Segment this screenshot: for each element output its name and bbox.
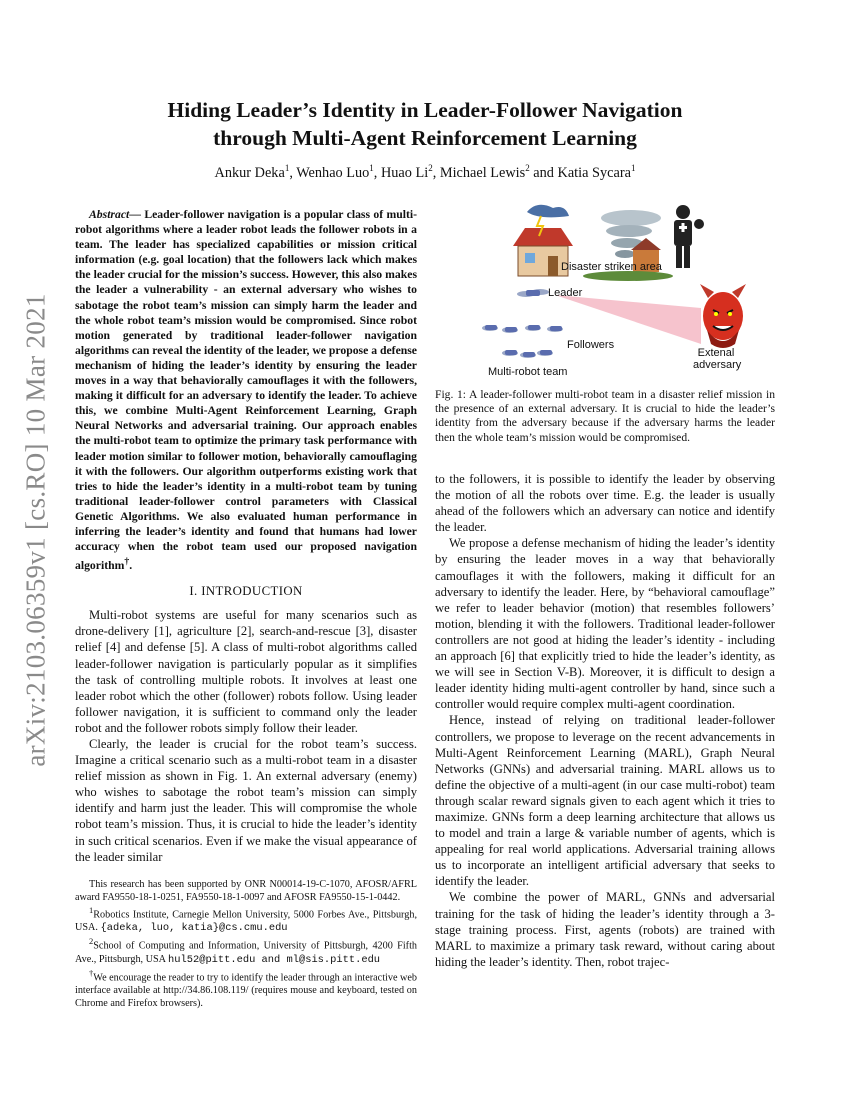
figure-1 xyxy=(463,198,763,388)
abstract-text: — Leader-follower navigation is a popular class of multi-robot algorithms where a leader robot leads the follower robots in a team. The leader has specialized capabilities or mission critical information (e.g. goal location) that the followers lack which makes the leader crucial for the mission’s success. However, this also makes the leader a vulnerability - an external adversary who wishes to sabotage the robot team’s mission can simply harm the leader and the whole robot team’s mission would be compromised. Since robot motion generated by traditional leader-follower navigation algorithms can reveal the identity of the leader, we propose a defense mechanism of hiding the leader’s identity by ensuring the leader moves in a way that behaviorally camouflages it with the followers, making it difficult for an adversary to identify the leader. To achieve this, we combine Multi-Agent Reinforcement Learning, Graph Neural Networks and adversarial training. Our approach enables the multi-robot team to optimize the primary task performance with leader motion similar to follower motion, behaviorally camouflaging it with the followers. Our algorithm outperforms existing work that tries to hide the leader’s identity in a multi-robot team by tuning traditional leader-follower control parameters with Classical Genetic Algorithms. We also evaluated human performance in inferring the leader’s identity and found that humans had lower accuracy when the robot team used our proposed navigation algorithm xyxy=(75,208,417,573)
paragraph: We propose a defense mechanism of hiding the leader’s identity by ensuring the leader moves in a way that behaviorally camouflages it with the followers, making it difficult for an adversary to identify the leader. Here, by “behavioral camouflage” we refer to leader behavior (motion) that resembles followers’ motion, blending it with the followers. Traditional leader-follower controllers are not good at hiding the leader’s identity - including an approach [6] that explicitly tried to hide the leader’s identity, as we will see in Section V-B). Moreover, it is difficult to design a leader identity hiding multi-agent controller by hand, since such a controller would require complex multi-agent coordination. xyxy=(435,536,775,712)
adversary-sight-cone xyxy=(555,295,701,344)
author: Wenhao Luo$^1$, xyxy=(296,163,381,181)
leader-robot-icon xyxy=(517,289,549,297)
label-leader: Leader xyxy=(548,287,583,299)
footnote-funding: This research has been supported by ONR N00014-19-C-1070, AFOSR/AFRL award FA9550-18-1-0251, FA9550-18-1-0097 and AFOSR FA9550-15-1-0442. xyxy=(75,879,417,903)
left-column xyxy=(75,207,417,865)
email-1: {adeka, luo, katia}@cs.cmu.edu xyxy=(100,922,288,935)
title-line-1: Hiding Leader’s Identity in Leader-Follower Navigation xyxy=(167,98,683,122)
paragraph: We combine the power of MARL, GNNs and adversarial training for the task of hiding the leader’s identity through a 3-stage training process. First, agents (robots) are trained with MARL to maximize a primary task reward, without caring about hiding the leader’s identity. Then, robot trajec- xyxy=(435,890,775,969)
figure-caption: Fig. 1: A leader-follower multi-robot team in a disaster relief mission in the presence of an external adversary. It is crucial to hide the leader’s identity from the adversary because if the adversary harms the leader then the whole team’s mission would be compromised. xyxy=(435,388,775,444)
paragraph: Clearly, the leader is crucial for the robot team’s success. Imagine a critical scenario such as a multi-robot team in a disaster relief mission as shown in Fig. 1. An external adversary (enemy) who wishes to sabotage the robot team’s mission can simply identify and harm just the leader. This will compromise the whole robot team’s mission. Thus, it is crucial to hide the leader’s identity in such critical scenarios. Even if we make the visual appearance of the leader similar xyxy=(75,736,417,864)
author: Michael Lewis$^2$ and xyxy=(439,163,558,181)
paragraph: Hence, instead of relying on traditional leader-follower controllers, we propose to leverage on the recent advancements in Multi-Agent Reinforcement Learning (MARL), Graph Neural Networks (GNNs) and adversarial training. MARL allows us to define the objective of a multi-agent (in our case multi-robot) team through scalar reward signals given to each agent which it tries to maximize. GNNs form a deep learning architecture that allows us to model and train a large & variable number of agents, which is appealing for real world applications. Adversarial training allows us to incorporate an intelligent artificial adversary that seeks to identify the leader. xyxy=(435,713,775,889)
arxiv-sidebar xyxy=(12,230,60,830)
abstract: Abstract— Leader-follower navigation is a popular class of multi-robot algorithms where a leader robot leads the follower robots in a team. The leader has specialized capabilities or mission critical information (e.g. goal location) that the followers lack which makes the leader crucial for the mission’s success. However, this also makes the leader a vulnerability - an external adversary who wishes to sabotage the robot team’s mission can simply harm the leader and the whole robot team’s mission would be compromised. Since robot motion generated by traditional leader-follower navigation algorithms can reveal the identity of the leader, we propose a defense mechanism of hiding the leader’s identity by ensuring the leader moves in a way that behaviorally camouflages it with the followers, making it difficult for an adversary to identify the leader. To achieve this, we combine Multi-Agent Reinforcement Learning, Graph Neural Networks and adversarial training. Our approach enables the multi-robot team to optimize the primary task performance with leader motion similar to follower motion, behaviorally camouflaging it with the followers. Our algorithm outperforms existing work that tries to hide the leader’s identity in a multi-robot team by tuning traditional leader-follower control parameters with Classical Genetic Algorithms. We also evaluated human performance in inferring the leader’s identity and found that humans had lower accuracy when the robot team used our proposed navigation algorithm†. xyxy=(75,208,417,573)
label-external-adversary: Extenal adversary xyxy=(693,347,742,371)
person-icon xyxy=(674,205,704,268)
label-multi-robot-team: Multi-robot team xyxy=(488,366,568,378)
abstract-label: Abstract xyxy=(89,208,130,221)
author: Huao Li$^2$, xyxy=(380,163,440,181)
footnote-affiliation-1: $^1$Robotics Institute, Carnegie Mellon University, 5000 Forbes Ave., Pittsburgh, USA. {adeka, luo, katia}@cs.cmu.edu xyxy=(75,905,417,935)
footnote-dagger: †We encourage the reader to try to identify the leader through an interactive web interface available at http://34.86.108.119/ (requires mouse and keyboard, tested on Chrome and Firefox browsers). xyxy=(75,967,418,1010)
devil-adversary-icon xyxy=(700,284,746,348)
footnotes xyxy=(75,878,417,1010)
author-list xyxy=(100,163,750,182)
abstract-footnote-mark: † xyxy=(124,556,130,568)
footnote-affiliation-2: $^2$School of Computing and Information, University of Pittsburgh, 4200 Fifth Ave., Pittsburgh, USA hul52@pitt.edu and ml@sis.pitt.edu xyxy=(75,936,417,966)
arxiv-identifier: arXiv:2103.06359v1 [cs.RO] 10 Mar 2021 xyxy=(20,293,51,767)
title-line-2: through Multi-Agent Reinforcement Learning xyxy=(213,126,637,150)
email-2: hul52@pitt.edu and ml@sis.pitt.edu xyxy=(168,953,381,966)
follower-robots-icon xyxy=(482,325,563,358)
label-disaster-area: Disaster striken area xyxy=(561,261,662,273)
author: Ankur Deka$^1$, xyxy=(214,163,297,181)
section-heading: I. INTRODUCTION xyxy=(189,584,303,599)
paragraph: Multi-robot systems are useful for many scenarios such as drone-delivery [1], agriculture [2], search-and-rescue [3], disaster relief [4] and defense [5]. A class of multi-robot algorithms called leader-follower navigation is particularly popular as it simplifies the task of controlling multiple robots. It involves at least one leader robot which the other (follower) robots follow. Using leader follower navigation, it is sufficient to command only the leader robot and the follower robots simply follow their leader. xyxy=(75,608,417,735)
paper-title xyxy=(120,96,730,152)
label-followers: Followers xyxy=(567,339,615,351)
author: Katia Sycara$^1$ xyxy=(557,163,636,181)
paragraph: to the followers, it is possible to identify the leader by observing the motion of all the robots over time. E.g. the leader is usually ahead of the followers which an adversary can notice and identify the leader. xyxy=(435,472,775,535)
right-column xyxy=(435,471,775,970)
